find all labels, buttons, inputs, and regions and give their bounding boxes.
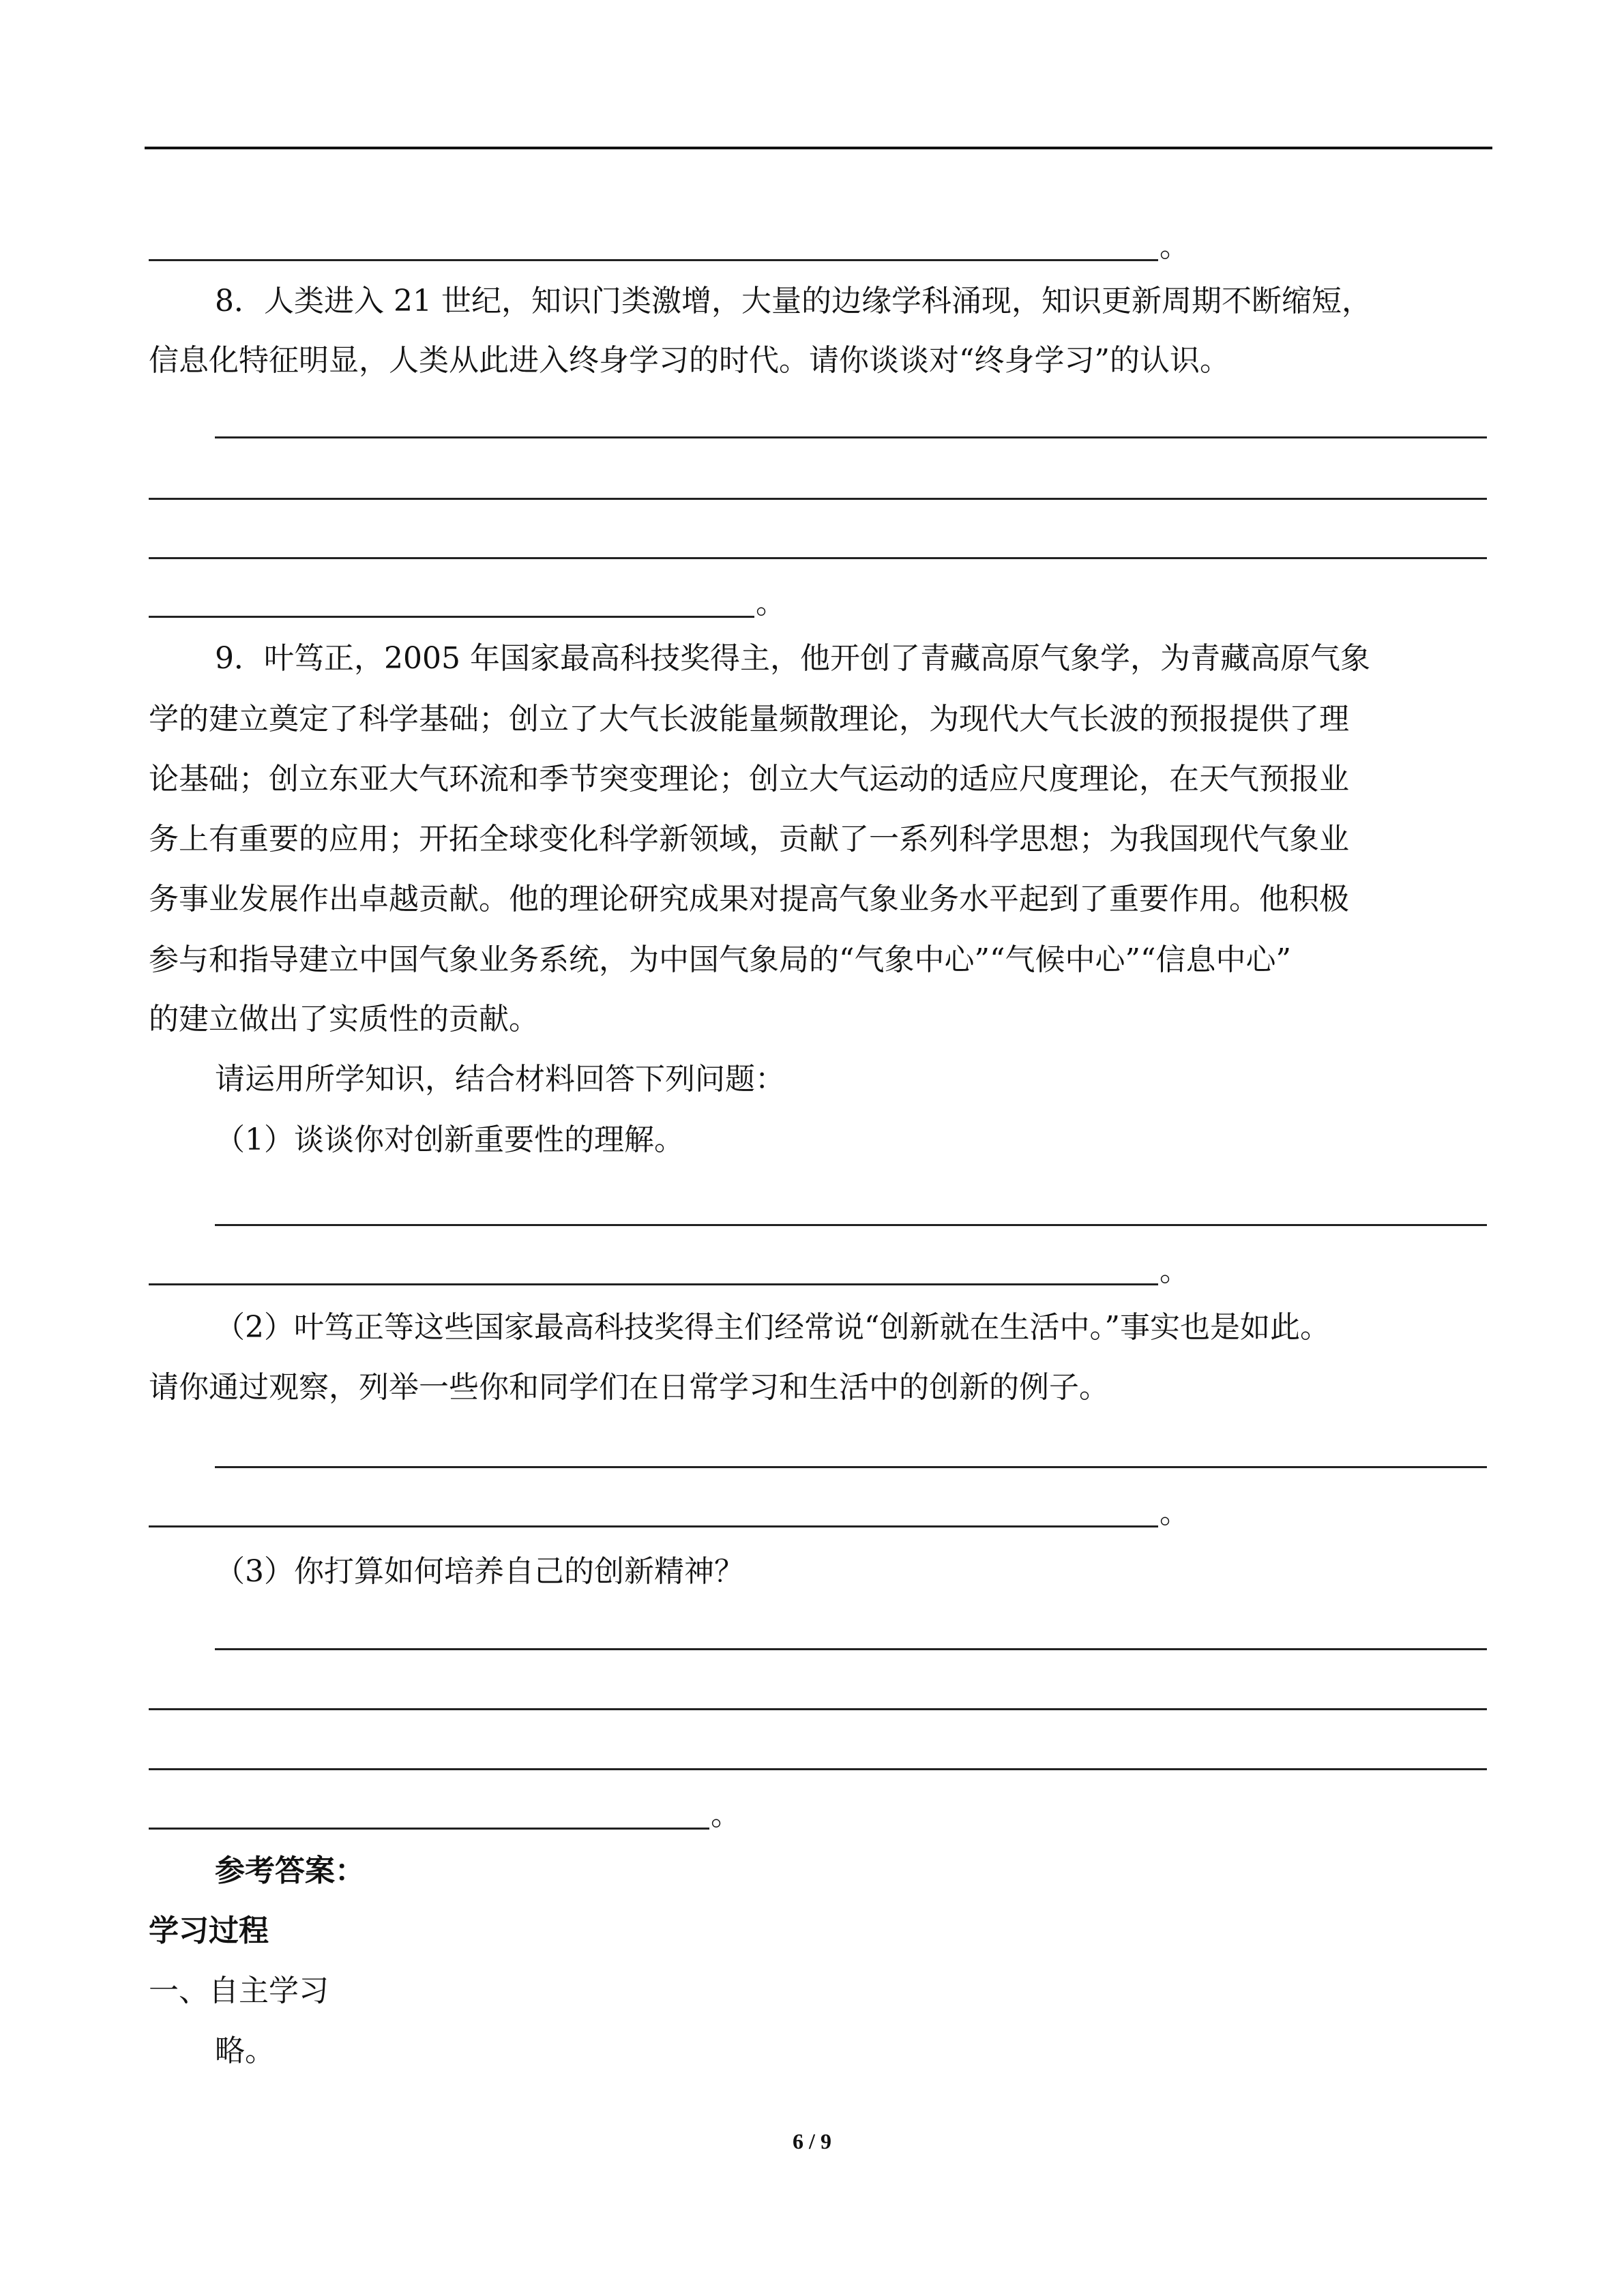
answer-line[interactable]	[215, 436, 1487, 438]
period-mark: 。	[711, 1798, 741, 1832]
subsection-heading: 一、自主学习	[149, 1973, 329, 2008]
answer-line[interactable]	[215, 1466, 1487, 1468]
answer-line[interactable]	[149, 616, 754, 618]
question-9-line-1: 9．叶笃正，2005 年国家最高科技奖得主，他开创了青藏高原气象学，为青藏高原气象	[215, 641, 1370, 676]
answers-heading: 参考答案：	[215, 1853, 365, 1888]
question-9-sub-3: （3）你打算如何培养自己的创新精神？	[215, 1554, 744, 1589]
answer-line[interactable]	[149, 1708, 1487, 1710]
question-9-line-7: 的建立做出了实质性的贡献。	[149, 1002, 539, 1037]
question-9-sub-2-line-1: （2）叶笃正等这些国家最高科技奖得主们经常说“创新就在生活中。”事实也是如此。	[215, 1310, 1330, 1345]
answer-line[interactable]	[215, 1224, 1487, 1226]
answer-line[interactable]	[149, 1283, 1158, 1285]
answer-line[interactable]	[149, 1768, 1487, 1770]
question-9-sub-2-line-2: 请你通过观察，列举一些你和同学们在日常学习和生活中的创新的例子。	[149, 1370, 1109, 1405]
page-number: 6 / 9	[793, 2129, 831, 2153]
question-9-line-6: 参与和指导建立中国气象业务系统，为中国气象局的“气象中心”“气候中心”“信息中心”	[149, 942, 1291, 977]
period-mark: 。	[1160, 229, 1190, 264]
answer-line[interactable]	[149, 557, 1487, 559]
period-mark: 。	[1160, 1495, 1190, 1530]
answer-line[interactable]	[149, 259, 1158, 261]
answer-line[interactable]	[149, 498, 1487, 500]
question-8-line-2: 信息化特征明显，人类从此进入终身学习的时代。请你谈谈对“终身学习”的认识。	[149, 343, 1230, 378]
period-mark: 。	[1160, 1253, 1190, 1288]
question-9-instruction: 请运用所学知识，结合材料回答下列问题：	[215, 1062, 785, 1097]
answer-line[interactable]	[215, 1648, 1487, 1650]
question-9-line-2: 学的建立奠定了科学基础；创立了大气长波能量频散理论，为现代大气长波的预报提供了理	[149, 702, 1349, 736]
question-8-line-1: 8．人类进入 21 世纪，知识门类激增，大量的边缘学科涌现，知识更新周期不断缩短，	[215, 284, 1372, 318]
period-mark: 。	[756, 586, 786, 621]
question-9-line-4: 务上有重要的应用；开拓全球变化科学新领域，贡献了一系列科学思想；为我国现代气象业	[149, 822, 1349, 856]
section-heading: 学习过程	[149, 1913, 269, 1948]
question-9-line-3: 论基础；创立东亚大气环流和季节突变理论；创立大气运动的适应尺度理论，在天气预报业	[149, 762, 1349, 796]
question-9-sub-1: （1）谈谈你对创新重要性的理解。	[215, 1122, 684, 1157]
answer-line[interactable]	[149, 1828, 709, 1830]
answer-line[interactable]	[149, 1525, 1158, 1527]
question-9-line-5: 务事业发展作出卓越贡献。他的理论研究成果对提高气象业务水平起到了重要作用。他积极	[149, 882, 1349, 916]
header-rule	[145, 147, 1492, 149]
answer-content: 略。	[215, 2033, 275, 2068]
